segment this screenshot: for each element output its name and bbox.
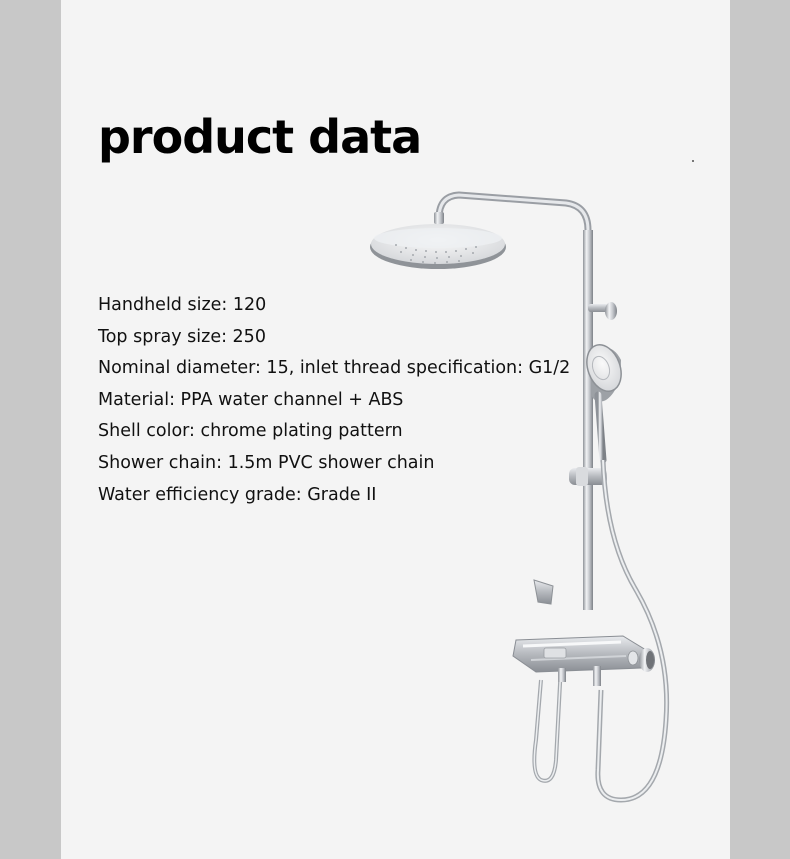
stray-dot <box>692 160 694 162</box>
spec-nominal-diameter: Nominal diameter: 15, inlet thread specification: G1/2 <box>98 358 571 379</box>
spec-material: Material: PPA water channel + ABS <box>98 389 404 410</box>
spec-shell-color: Shell color: chrome plating pattern <box>98 421 403 442</box>
page-title: product data <box>98 110 422 164</box>
product-page <box>61 0 730 859</box>
spec-handheld-size: Handheld size: 120 <box>98 295 267 315</box>
spec-water-efficiency: Water efficiency grade: Grade II <box>98 484 377 505</box>
shower-system-illustration <box>361 180 681 820</box>
spec-top-spray-size: Top spray size: 250 <box>98 326 266 347</box>
spec-shower-chain: Shower chain: 1.5m PVC shower chain <box>98 452 435 473</box>
